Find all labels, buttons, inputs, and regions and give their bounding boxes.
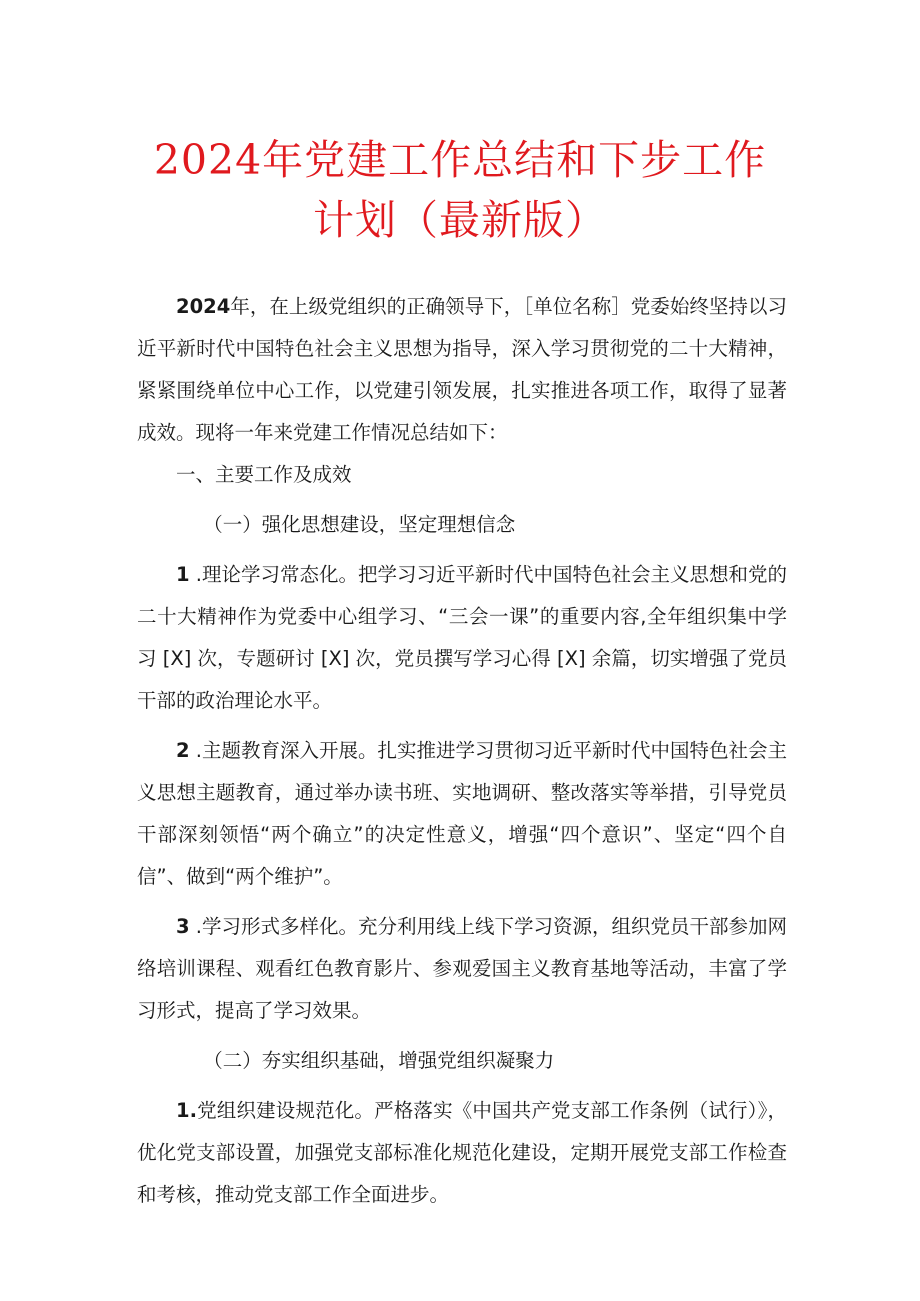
- intro-text: 年，在上级党组织的正确领导下，［单位名称］党委始终坚持以习近平新时代中国特色社会主义思想为指导，深入学习贯彻党的二十大精神，紧紧围绕单位中心工作，以党建引领发展，扎实推进各项工作，取得了显著成效。现将一年来党建工作情况总结如下：: [137, 295, 787, 444]
- item-paragraph-2: [137, 730, 787, 898]
- item-text: .主题教育深入开展。扎实推进学习贯彻习近平新时代中国特色社会主义思想主题教育，通过举办读书班、实地调研、整改落实等举措，引导党员干部深刻领悟“两个确立”的决定性意义，增强“四个意识”、坚定“四个自信”、做到“两个维护”。: [137, 739, 787, 888]
- document-title-line2: 计划（最新版）: [313, 196, 607, 244]
- item-number: 1.: [176, 1099, 197, 1122]
- item-text: .理论学习常态化。把学习习近平新时代中国特色社会主义思想和党的二十大精神作为党委中心组学习、“三会一课”的重要内容,全年组织集中学习 [X] 次，专题研讨 [X] 次，党员撰写学习心得 [X] 余篇，切实增强了党员干部的政治理论水平。: [137, 563, 787, 712]
- item-paragraph-4: [137, 1090, 787, 1216]
- item-number: 3: [176, 915, 190, 938]
- item-paragraph-1: [137, 554, 787, 722]
- item-paragraph-3: [137, 906, 787, 1032]
- item-number: 2: [176, 739, 190, 762]
- document-body: [137, 286, 787, 1216]
- item-number: 1: [176, 563, 190, 586]
- document-title-line1: 2024年党建工作总结和下步工作: [153, 136, 767, 184]
- item-text: .学习形式多样化。充分利用线上线下学习资源，组织党员干部参加网络培训课程、观看红色教育影片、参观爱国主义教育基地等活动，丰富了学习形式，提高了学习效果。: [137, 915, 787, 1022]
- intro-year: 2024: [176, 295, 231, 318]
- subsection-heading-2: （二）夯实组织基础，增强党组织凝聚力: [203, 1049, 555, 1072]
- section-heading-1: 一、主要工作及成效: [176, 463, 352, 486]
- item-text: 党组织建设规范化。严格落实《中国共产党支部工作条例（试行）》，优化党支部设置，加强党支部标准化规范化建设，定期开展党支部工作检查和考核，推动党支部工作全面进步。: [137, 1099, 787, 1206]
- subsection-heading-1: （一）强化思想建设，坚定理想信念: [203, 513, 516, 536]
- intro-paragraph: [137, 286, 787, 454]
